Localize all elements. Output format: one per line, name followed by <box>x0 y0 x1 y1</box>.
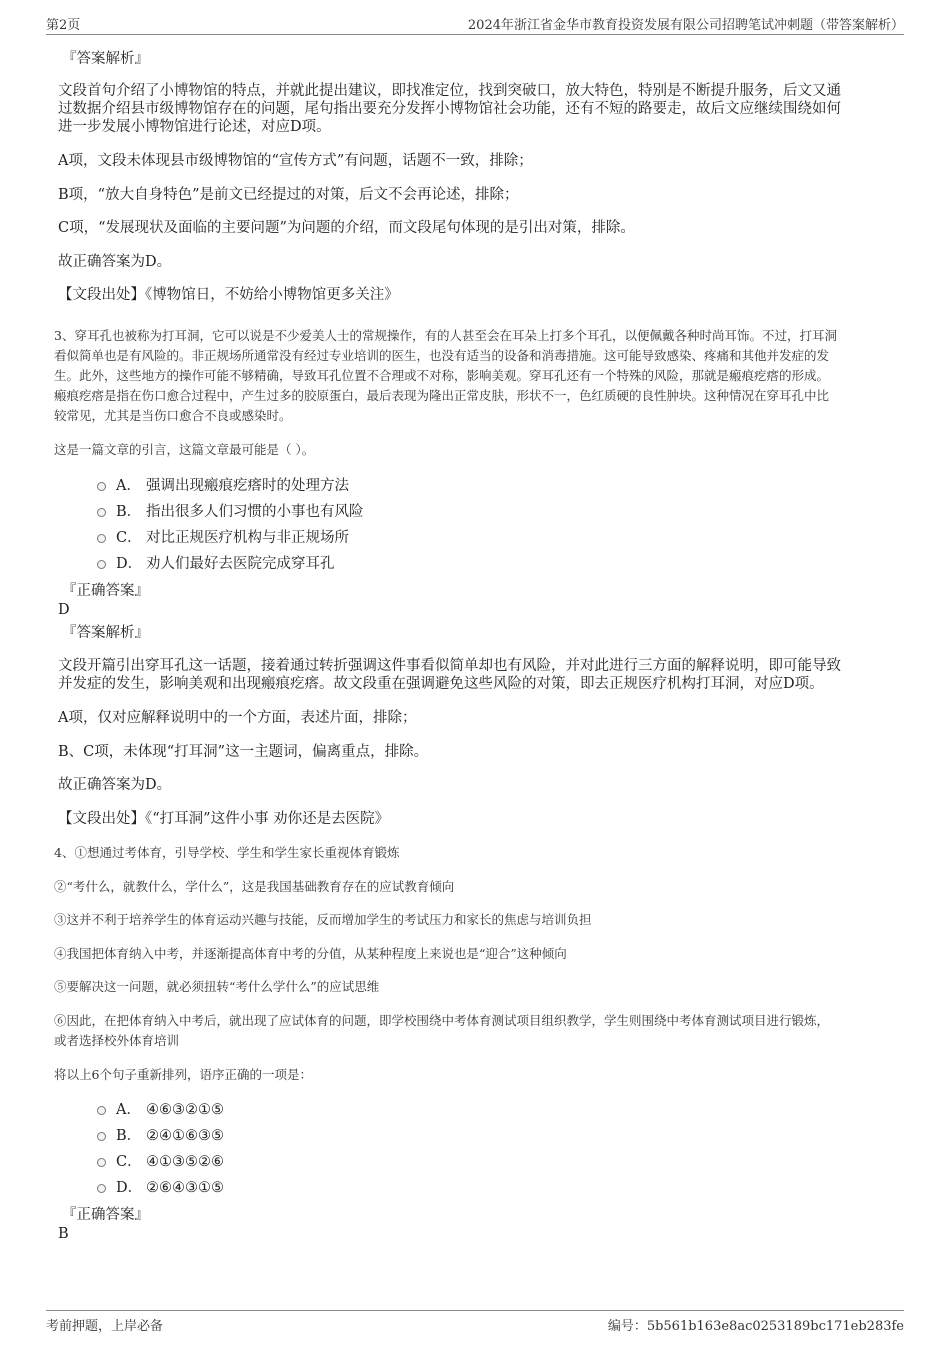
q2-conclusion: 故正确答案为D。 <box>58 254 172 270</box>
q4-option-b[interactable] <box>97 1127 224 1145</box>
option-key: D． <box>116 556 143 572</box>
q3-option-c[interactable] <box>97 529 349 547</box>
option-text: 劝人们最好去医院完成穿耳孔 <box>146 556 335 572</box>
option-text: ④①③⑤②⑥ <box>146 1154 224 1170</box>
document-title: 2024年浙江省金华市教育投资发展有限公司招聘笔试冲刺题（带答案解析） <box>467 18 904 33</box>
radio-icon[interactable] <box>97 508 106 517</box>
q2-analysis-line: 文段首句介绍了小博物馆的特点，并就此提出建议，即找准定位，找到突破口，放大特色，特别是不断提升服务，后文又通 <box>58 83 841 99</box>
q4-option-c[interactable] <box>97 1153 224 1171</box>
radio-icon[interactable] <box>97 560 106 569</box>
q2-analysis <box>58 82 841 136</box>
q4-sentence-2: ②“考什么，就教什么，学什么”，这是我国基础教育存在的应试教育倾向 <box>54 879 455 894</box>
option-key: C． <box>116 530 142 546</box>
q3-analysis <box>58 657 841 693</box>
q4-sentence-5: ⑤要解决这一问题，就必须扭转“考什么学什么”的应试思维 <box>54 979 380 994</box>
q2-option-c-note: C项，“发展现状及面临的主要问题”为问题的介绍，而文段尾句体现的是引出对策，排除。 <box>58 220 635 236</box>
page-header <box>46 14 904 35</box>
q3-stem <box>54 326 837 426</box>
q4-sentence-6-line: ⑥因此，在把体育纳入中考后，就出现了应试体育的问题，即学校围绕中考体育测试项目组织教学，学生则围绕中考体育测试项目进行锻炼， <box>54 1013 830 1028</box>
q2-option-b-note: B项，“放大自身特色”是前文已经提过的对策，后文不会再论述，排除； <box>58 187 519 203</box>
q4-option-d[interactable] <box>97 1179 224 1197</box>
q3-answer-label: 『正确答案』 <box>62 583 149 599</box>
option-text: 对比正规医疗机构与非正规场所 <box>146 530 349 546</box>
footer-slogan: 考前押题，上岸必备 <box>46 1319 164 1334</box>
radio-icon[interactable] <box>97 1106 106 1115</box>
q3-stem-line: 3、穿耳孔也被称为打耳洞，它可以说是不少爱美人士的常规操作，有的人甚至会在耳朵上打多个耳孔，以便佩戴各种时尚耳饰。不过，打耳洞 <box>54 328 837 343</box>
radio-icon[interactable] <box>97 482 106 491</box>
q3-stem-line: 生。此外，这些地方的操作可能不够精确，导致耳孔位置不合理或不对称，影响美观。穿耳孔还有一个特殊的风险，那就是瘢痕疙瘩的形成。 <box>54 368 830 383</box>
q2-analysis-line: 过数据介绍县市级博物馆存在的问题，尾句指出要充分发挥小博物馆社会功能，还有不短的路要走，故后文应继续围绕如何 <box>58 101 841 117</box>
q3-conclusion: 故正确答案为D。 <box>58 777 172 793</box>
q4-answer: B <box>58 1226 69 1242</box>
option-text: ④⑥③②①⑤ <box>146 1102 224 1118</box>
option-key: D． <box>116 1180 143 1196</box>
page-footer <box>46 1310 904 1339</box>
q3-option-bc-note: B、C项，未体现“打耳洞”这一主题词，偏离重点，排除。 <box>58 744 429 760</box>
q2-analysis-label: 『答案解析』 <box>62 51 149 67</box>
q2-option-a-note: A项，文段未体现县市级博物馆的“宣传方式”有问题，话题不一致，排除； <box>58 153 533 169</box>
q4-sentence-6 <box>54 1011 829 1051</box>
q4-option-a[interactable] <box>97 1101 224 1119</box>
option-key: B． <box>116 1128 142 1144</box>
option-text: ②⑥④③①⑤ <box>146 1180 224 1196</box>
q4-sentence-3: ③这并不利于培养学生的体育运动兴趣与技能，反而增加学生的考试压力和家长的焦虑与培训负担 <box>54 912 592 927</box>
q3-question: 这是一篇文章的引言，这篇文章最可能是（ ）。 <box>54 442 315 457</box>
document-code: 编号：5b561b163e8ac0253189bc171eb283fe <box>607 1319 904 1334</box>
radio-icon[interactable] <box>97 1158 106 1167</box>
q3-stem-line: 瘢痕疙瘩是指在伤口愈合过程中，产生过多的胶原蛋白，最后表现为隆出正常皮肤，形状不一，色红质硬的良性肿块。这种情况在穿耳孔中比 <box>54 388 830 403</box>
option-text: 强调出现瘢痕疙瘩时的处理方法 <box>146 478 349 494</box>
option-text: ②④①⑥③⑤ <box>146 1128 224 1144</box>
q4-answer-label: 『正确答案』 <box>62 1207 149 1223</box>
page-number: 第2页 <box>46 18 81 33</box>
q2-analysis-line: 进一步发展小博物馆进行论述，对应D项。 <box>58 119 331 135</box>
option-key: C． <box>116 1154 142 1170</box>
radio-icon[interactable] <box>97 534 106 543</box>
q3-stem-line: 看似简单也是有风险的。非正规场所通常没有经过专业培训的医生，也没有适当的设备和消毒措施。这可能导致感染、疼痛和其他并发症的发 <box>54 348 830 363</box>
q4-question: 将以上6个句子重新排列，语序正确的一项是： <box>54 1067 312 1082</box>
option-key: B． <box>116 504 142 520</box>
q3-source: 【文段出处】《“打耳洞”这件小事 劝你还是去医院》 <box>58 811 390 827</box>
option-text: 指出很多人们习惯的小事也有风险 <box>146 504 364 520</box>
q3-option-a[interactable] <box>97 477 349 495</box>
q3-stem-line: 较常见，尤其是当伤口愈合不良或感染时。 <box>54 408 292 423</box>
radio-icon[interactable] <box>97 1184 106 1193</box>
q4-sentence-1: 4、①想通过考体育，引导学校、学生和学生家长重视体育锻炼 <box>54 845 400 860</box>
q3-analysis-line: 并发症的发生，影响美观和出现瘢痕疙瘩。故文段重在强调避免这些风险的对策，即去正规医疗机构打耳洞，对应D项。 <box>58 676 824 692</box>
option-key: A． <box>116 478 141 494</box>
q3-analysis-label: 『答案解析』 <box>62 625 149 641</box>
radio-icon[interactable] <box>97 1132 106 1141</box>
q3-answer: D <box>58 602 70 618</box>
q3-option-d[interactable] <box>97 555 335 573</box>
q3-analysis-line: 文段开篇引出穿耳孔这一话题，接着通过转折强调这件事看似简单却也有风险，并对此进行三方面的解释说明，即可能导致 <box>58 658 841 674</box>
q3-option-b[interactable] <box>97 503 364 521</box>
q4-sentence-6-line: 或者选择校外体育培训 <box>54 1033 180 1048</box>
q3-option-a-note: A项，仅对应解释说明中的一个方面，表述片面，排除； <box>58 710 417 726</box>
option-key: A． <box>116 1102 141 1118</box>
q4-sentence-4: ④我国把体育纳入中考，并逐渐提高体育中考的分值，从某种程度上来说也是“迎合”这种倾向 <box>54 946 567 961</box>
q2-source: 【文段出处】《博物馆日，不妨给小博物馆更多关注》 <box>58 287 399 303</box>
